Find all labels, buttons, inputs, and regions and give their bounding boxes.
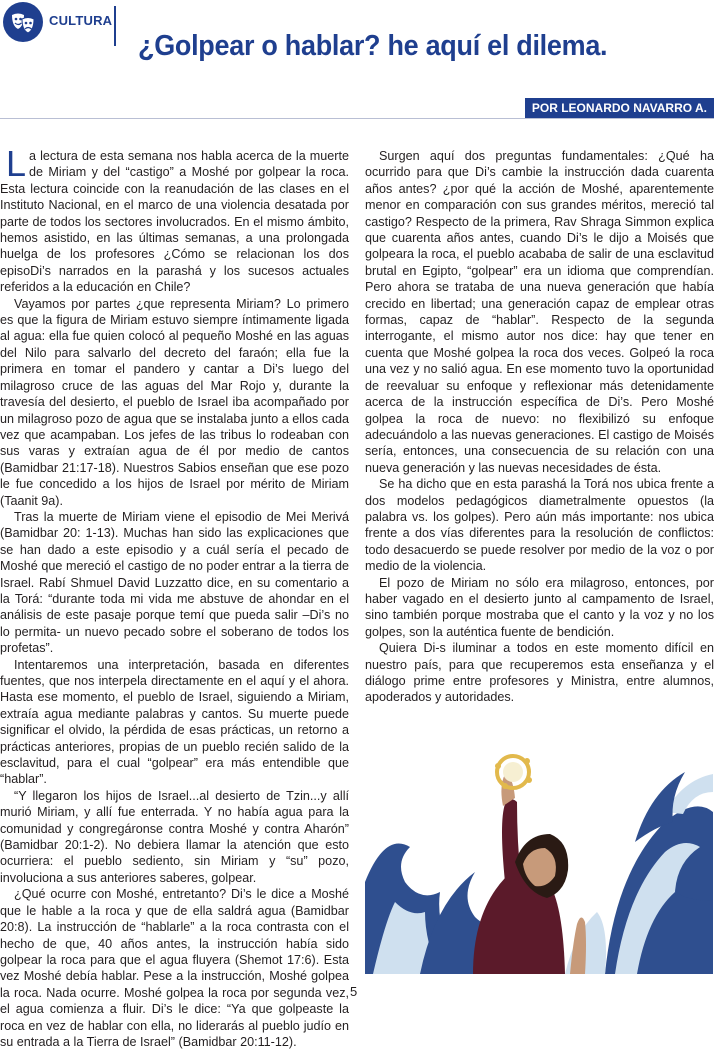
drop-cap: L bbox=[6, 143, 27, 184]
paragraph-6: ¿Qué ocurre con Moshé, entretanto? Di’s le dice a Moshé que le hable a la roca y que de ella saldrá agua (Bamidbar 20:8). La instrucción de “hablarle” a la roca contrasta con el hecho de que, 40 años antes, la instrucción había sido golpear la roca para que el agua fluyera (Shemot 17:6). Esta vez Moshé debía hablar. Pese a la instrucción, Moshé golpea la roca. Nada ocurre. Moshé golpea la roca por segunda vez, el agua comienza a fluir. Di’s le dice: “Ya que golpeaste la roca en vez de hablar con ella, no liderarás al pueblo judío en su entrada a la Tierra de Israel” (Bamidbar 20:11-12). bbox=[0, 887, 349, 1049]
paragraph-4: Intentaremos una interpretación, basada en diferentes fuentes, que nos interpela directamente en el aquí y el ahora. Hasta ese momento, el pueblo de Israel, siguiendo a Miriam, extraía agua mediante palabras y cantos. Su muerte puede significar el olvido, la pérdida de esas prácticas, un retorno a prácticas anteriores, propias de un pueblo recién salido de la esclavitud, para el cual “golpear” era más entendible que “hablar”. bbox=[0, 657, 349, 787]
paragraph-8: Se ha dicho que en esta parashá la Torá nos ubica frente a dos modelos pedagógicos diametralmente opuestos (la palabra vs. los golpes). Pero aún más importante: nos ubica frente a dos vías diferentes para la resolución de conflictos: todo desacuerdo se puede resolver por medio de la voz o por medio de la violencia. bbox=[365, 477, 714, 574]
byline-rule bbox=[0, 118, 714, 119]
paragraph-7: Surgen aquí dos preguntas fundamentales: ¿Qué ha ocurrido para que Di’s cambie la instrucción dada cuarenta años antes? ¿por qué la acción de Moshé, aparentemente menor en comparación con sus grandes méritos, mereció tal castigo? Respecto de la primera, Rav Shraga Simmon explica que cuarenta años antes, cuando Di’s le dijo a Moisés que golpeara la roca, el pueblo acababa de salir de una esclavitud brutal en Egipto, “golpear” era un idioma que comprendían. Pero ahora se trataba de una nueva generación que había crecido en libertad; una generación capaz de emplear otras formas, capaz de “hablar”. Respecto de la segunda interrogante, el mismo autor nos dice: hay que tener en cuenta que Moshé golpea la roca dos veces. Golpeó la roca una vez y no salió agua. En ese momento tuvo la oportunidad de reevaluar su enfoque y reflexionar más detenidamente acerca de la instrucción específica de Di’s. Pero Moshé golpea la roca de nuevo: no flexibilizó su enfoque adecuándolo a las nuevas generaciones. El castigo de Moisés sería, entonces, una consecuencia de su relación con una nueva generación y las nuevas necesidades de ésta. bbox=[365, 149, 714, 475]
byline: POR LEONARDO NAVARRO A. bbox=[525, 98, 714, 118]
theater-masks-icon bbox=[3, 2, 43, 42]
woman-with-tambourine-waves-illustration bbox=[365, 752, 713, 974]
paragraph-10: Quiera Di-s iluminar a todos en este momento difícil en nuestro país, para que recuperemos esta enseñanza y el diálogo prime entre profesores y Ministra, entre alumnos, apoderados y autoridades. bbox=[365, 641, 714, 705]
paragraph-5: “Y llegaron los hijos de Israel...al desierto de Tzin...y allí murió Miriam, y allí fue enterrada. Y no había agua para la comunidad y congregáronse contra Moshé y contra Aharón” (Bamidbar 20:1-2). No debiera llamar la atención que esto ocurriera: el pueblo sediento, sin Miriam y “su” pozo, involuciona a sus anteriores saberes, golpear. bbox=[0, 788, 349, 885]
article-title: ¿Golpear o hablar? he aquí el dilema. bbox=[138, 30, 608, 62]
article-column-left bbox=[0, 143, 349, 1050]
header-divider bbox=[114, 6, 116, 46]
section-label: CULTURA bbox=[49, 13, 113, 28]
paragraph-3: Tras la muerte de Miriam viene el episodio de Mei Merivá (Bamidbar 20: 1-13). Muchas han sido las explicaciones que se han dado a este episodio y a cuál sería el pecado de Moshé que mereció el castigo de no poder entrar a la tierra de Israel. Rabí Shmuel David Luzzatto dice, en su comentario a la Torá: “durante toda mi vida me abstuve de ahondar en el análisis de este pasaje porque temí que pueda salir –Di’s no lo permita- un nuevo pecado sobre el soberano de todos los profetas”. bbox=[0, 509, 349, 656]
article-column-right bbox=[365, 148, 714, 706]
paragraph-2: Vayamos por partes ¿que representa Miriam? Lo primero es que la figura de Miriam estuvo siempre íntimamente ligada al agua: ella fue quien colocó al pequeño Moshé en las aguas del Nilo para salvarlo del decreto del faraón; ella fue la primera en tomar el pandero y cantar a Di’s luego del milagroso cruce de las aguas del Mar Rojo y, durante la travesía del desierto, el pueblo de Israel iba acompañado por un milagroso pozo de agua que se instalaba junto a ellos cada vez que acampaban. Los jefes de las tribus lo rodeaban con sus varas y extraían agua de él por medio de cantos (Bamidbar 21:17-18). Nuestros Sabios enseñan que ese pozo le fue concedido a los hijos de Israel por mérito de Miriam (Taanit 9a). bbox=[0, 296, 349, 508]
paragraph-9: El pozo de Miriam no sólo era milagroso, entonces, por haber vagado en el desierto junto al campamento de Israel, sino también porque mostraba que el canto y la voz y no los golpes, son la auténtica fuente de bendición. bbox=[365, 575, 714, 639]
paragraph-1: La lectura de esta semana nos habla acerca de la muerte de Miriam y del “castigo” a Moshé por golpear la roca. Esta lectura coincide con la reanudación de las clases en el Instituto Nacional, en el marco de una violencia desatada por parte de todos los sectores involucrados. En el mismo ámbito, hemos asistido, en las últimas semanas, a una prolongada huelga de los profesores ¿Cómo se relacionan los dos episoDi’s narrados en la parashá y los sucesos actuales referidos a la educación en Chile? bbox=[0, 143, 349, 295]
page-number: 5 bbox=[350, 984, 358, 999]
